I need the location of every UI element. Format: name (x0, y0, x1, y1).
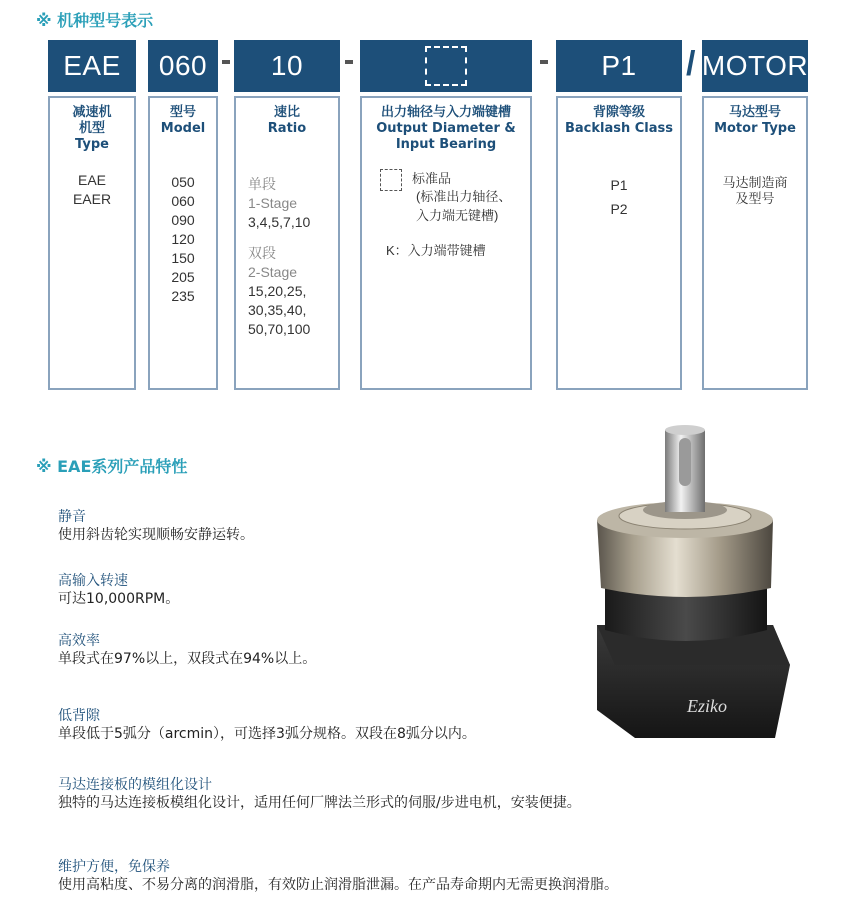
feature-item: 高输入转速 可达10,000RPM。 (58, 573, 180, 607)
column-values: P1 P2 (610, 177, 628, 217)
column-values: 马达制造商 及型号 (722, 175, 788, 206)
column-header: 马达型号 Motor Type (714, 105, 796, 136)
column-output (360, 96, 532, 390)
column-backlash (556, 96, 682, 390)
column-values: 单段 1-Stage 3,4,5,7,10 双段 2-Stage 15,20,25, 30,35,40, 50,70,100 (248, 176, 311, 337)
column-header: 出力轴径与入力端键槽 Output Diameter & Input Bearing (376, 105, 516, 152)
slash-separator: / (686, 45, 696, 83)
shaft-end (665, 425, 705, 435)
code-box-output (360, 40, 532, 92)
column-header: 减速机 机型 Type (72, 105, 112, 152)
brand-logo: Eziko (687, 696, 727, 716)
column-values: EAE EAER (72, 172, 112, 207)
option-placeholder-icon (425, 46, 467, 86)
feature-item: 维护方便，免保养 使用高粘度、不易分离的润滑脂，有效防止润滑脂泄漏。在产品寿命期内无需更换润滑脂。 (58, 859, 618, 893)
code-box-model: 060 (148, 40, 218, 92)
shaft-keyway (679, 438, 691, 486)
column-header: 速比 Ratio (267, 105, 307, 136)
feature-item: 马达连接板的模组化设计 独特的马达连接板模组化设计，适用任何厂牌法兰形式的伺服/步进电机，安装便捷。 (58, 777, 581, 811)
dash-separator (345, 60, 353, 64)
column-values: 050 060 090 120 150 205 235 (171, 174, 195, 304)
column-header: 型号 Model (160, 105, 206, 136)
feature-item: 高效率 单段式在97%以上，双段式在94%以上。 (58, 633, 317, 667)
standard-placeholder-icon (380, 169, 402, 191)
feature-item: 静音 使用斜齿轮实现顺畅安静运转。 (58, 509, 254, 543)
column-motor (702, 96, 808, 390)
code-box-backlash: P1 (556, 40, 682, 92)
column-type (48, 96, 136, 390)
code-box-motor: MOTOR (702, 40, 808, 92)
column-values: 标准品 (标准出力轴径、 入力端无键槽) K：入力端带键槽 (362, 167, 530, 277)
dash-separator (540, 60, 548, 64)
feature-item: 低背隙 单段低于5弧分（arcmin），可选择3弧分规格。双段在8弧分以内。 (58, 708, 476, 742)
code-box-type: EAE (48, 40, 136, 92)
column-header: 背隙等级 Backlash Class (564, 105, 674, 136)
column-ratio (234, 96, 340, 390)
dash-separator (222, 60, 230, 64)
code-box-ratio: 10 (234, 40, 340, 92)
gearbox-product-image (575, 420, 795, 750)
section-title-features: ※ EAE系列产品特性 (36, 457, 188, 476)
section-title-model-code: ※ 机种型号表示 (36, 11, 154, 30)
column-model (148, 96, 218, 390)
